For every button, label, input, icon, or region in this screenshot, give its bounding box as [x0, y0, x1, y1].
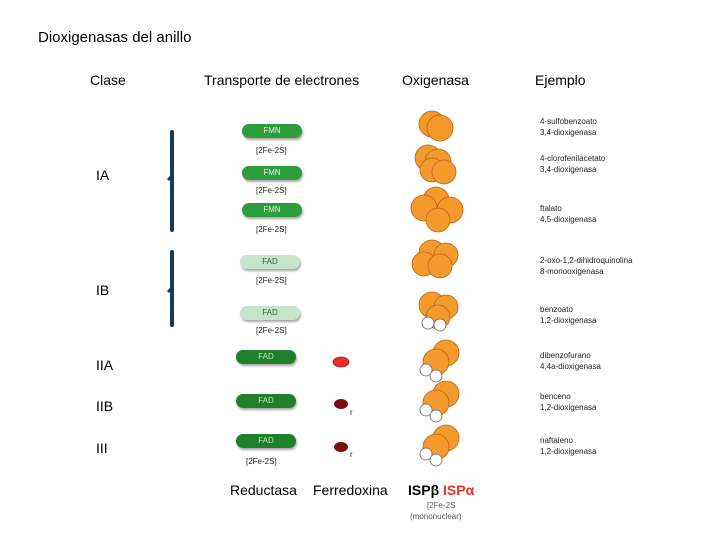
- example-4: 2-oxo-1,2-dihidroquinolina 8-monooxigenasa: [540, 256, 633, 276]
- oxygenase-ia-1: [419, 111, 453, 141]
- example-7: benceno 1,2-dioxigenasa: [540, 392, 597, 412]
- label-isp-beta: ISPβ: [408, 482, 440, 498]
- header-clase: Clase: [90, 72, 126, 88]
- note-fe-line2: (mononuclear): [410, 512, 462, 521]
- header-ejemplo: Ejemplo: [535, 72, 586, 88]
- ferredoxin-iii: [334, 442, 348, 452]
- cofactor-fad-4: FAD: [240, 255, 300, 269]
- oxygenase-iii: [420, 425, 459, 466]
- oxygenase-iia: [420, 340, 459, 382]
- cofactor-fe-3: [2Fe-2S]: [256, 225, 287, 234]
- ferredoxin-iib: [334, 399, 348, 409]
- cofactor-fad-5: FAD: [240, 306, 300, 320]
- cofactor-fe-5: [2Fe-2S]: [256, 326, 287, 335]
- cofactor-fmn-3: FMN: [242, 203, 302, 217]
- header-transporte: Transporte de electrones: [204, 72, 360, 88]
- example-3: ftalato 4,5-dioxigenasa: [540, 204, 597, 224]
- cofactor-fe-4: [2Fe-2S]: [256, 276, 287, 285]
- diagram-title: Dioxigenasas del anillo: [38, 29, 192, 46]
- bracket-ib: [168, 252, 172, 325]
- class-label-iii: III: [96, 440, 108, 456]
- class-label-ia: IA: [96, 167, 110, 183]
- example-6: dibenzofurano 4,4a-dioxigenasa: [540, 351, 601, 371]
- example-8: naftaleno 1,2-dioxigenasa: [540, 436, 597, 456]
- cofactor-fad-8: FAD: [236, 434, 296, 448]
- label-ferredoxina: Ferredoxina: [313, 482, 388, 498]
- label-isp-alpha: ISPα: [443, 482, 475, 498]
- class-label-iia: IIA: [96, 357, 114, 373]
- oxygenase-ib-1: [412, 240, 458, 278]
- example-2: 4-clorofenilacetato 3,4-dioxigenasa: [540, 154, 606, 174]
- oxygenase-ia-3: [411, 187, 463, 232]
- cofactor-fmn-1: FMN: [242, 124, 302, 138]
- cofactor-fe-8: [2Fe-2S]: [246, 457, 277, 466]
- bracket-ia: [168, 132, 172, 230]
- class-label-ib: IB: [96, 282, 110, 298]
- cofactor-fad-7: FAD: [236, 394, 296, 408]
- cofactor-fmn-2: FMN: [242, 166, 302, 180]
- cofactor-fe-1: [2Fe-2S]: [256, 146, 287, 155]
- example-1: 4-sulfobenzoato 3,4-dioxigenasa: [540, 117, 597, 137]
- note-fe-line1: [2Fe-2S: [427, 501, 456, 510]
- ferredoxin-mark-iib: r: [350, 408, 353, 417]
- ferredoxin-iia: [333, 357, 349, 367]
- oxygenase-iib: [420, 381, 459, 422]
- class-label-iib: IIB: [96, 398, 114, 414]
- header-oxigenasa: Oxigenasa: [402, 72, 469, 88]
- cofactor-fe-2: [2Fe-2S]: [256, 186, 287, 195]
- example-5: benzoato 1,2-dioxigenasa: [540, 305, 597, 325]
- ferredoxin-mark-iii: r: [350, 450, 353, 459]
- label-reductasa: Reductasa: [230, 482, 297, 498]
- oxygenase-ib-2: [419, 292, 458, 331]
- oxygenase-ia-2: [415, 145, 456, 184]
- cofactor-fad-6: FAD: [236, 350, 296, 364]
